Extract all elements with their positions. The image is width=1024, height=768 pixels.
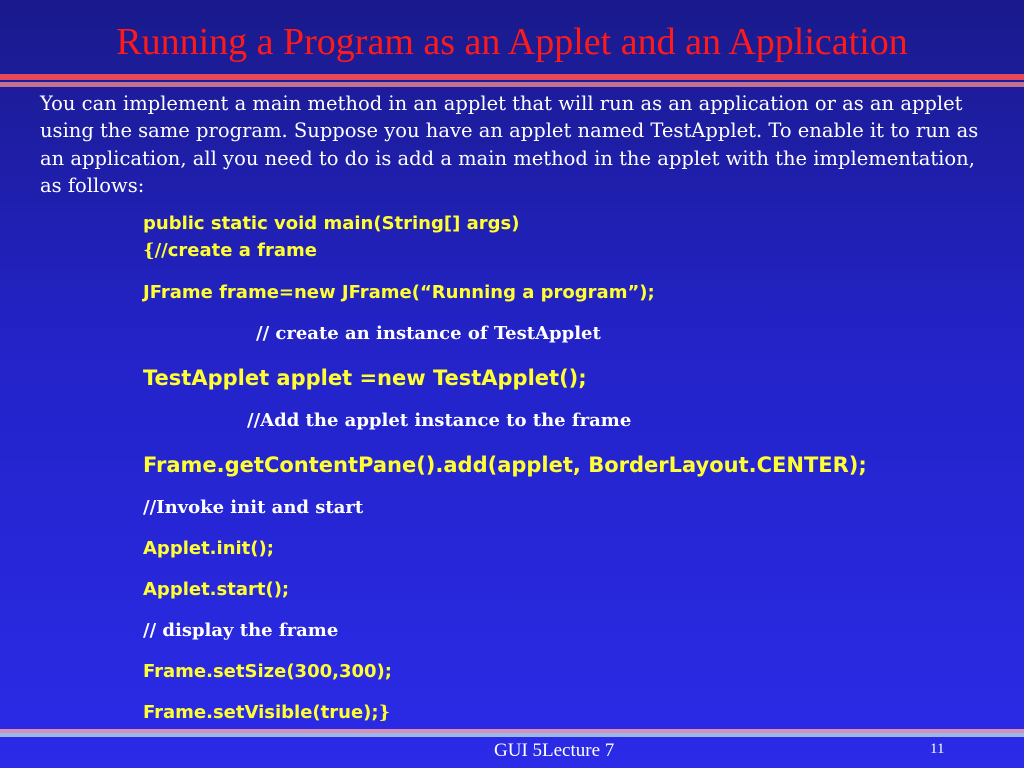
intro-paragraph: You can implement a main method in an applet that will run as an application or as an applet using the same program. Suppose you have an applet named TestApplet. To enable it to run as an application, all you need to do is add a main method in the applet with the implementation, as follows: xyxy=(40,92,979,197)
code-line-main-signature: public static void main(String[] args) xyxy=(143,213,520,234)
footer-divider xyxy=(0,729,1024,737)
code-line-jframe: JFrame frame=new JFrame(“Running a program”); xyxy=(143,282,655,303)
code-line-setvisible xyxy=(143,702,390,723)
open-brace: { xyxy=(143,240,155,261)
code-line-init: Applet.init(); xyxy=(143,538,274,559)
code-line-new-testapplet: TestApplet applet =new TestApplet(); xyxy=(143,366,587,390)
footer-lecture-label: GUI 5Lecture 7 xyxy=(494,740,615,761)
comment-display-frame: // display the frame xyxy=(143,620,339,641)
slide-title: Running a Program as an Applet and an Application xyxy=(116,21,908,63)
slide-page-number: 11 xyxy=(930,741,945,757)
close-brace: } xyxy=(378,702,391,723)
setvisible-call: Frame.setVisible(true); xyxy=(143,702,379,723)
comment-add-applet: //Add the applet instance to the frame xyxy=(247,410,632,431)
code-line-setsize: Frame.setSize(300,300); xyxy=(143,661,392,682)
title-divider xyxy=(0,74,1024,87)
comment-invoke-init: //Invoke init and start xyxy=(143,497,364,518)
create-frame-comment: //create a frame xyxy=(154,240,317,261)
code-line-start: Applet.start(); xyxy=(143,579,290,600)
code-line-add-to-pane: Frame.getContentPane().add(applet, BorderLayout.CENTER); xyxy=(143,453,867,477)
code-line-open-brace xyxy=(143,240,317,261)
comment-create-instance: // create an instance of TestApplet xyxy=(256,323,601,344)
